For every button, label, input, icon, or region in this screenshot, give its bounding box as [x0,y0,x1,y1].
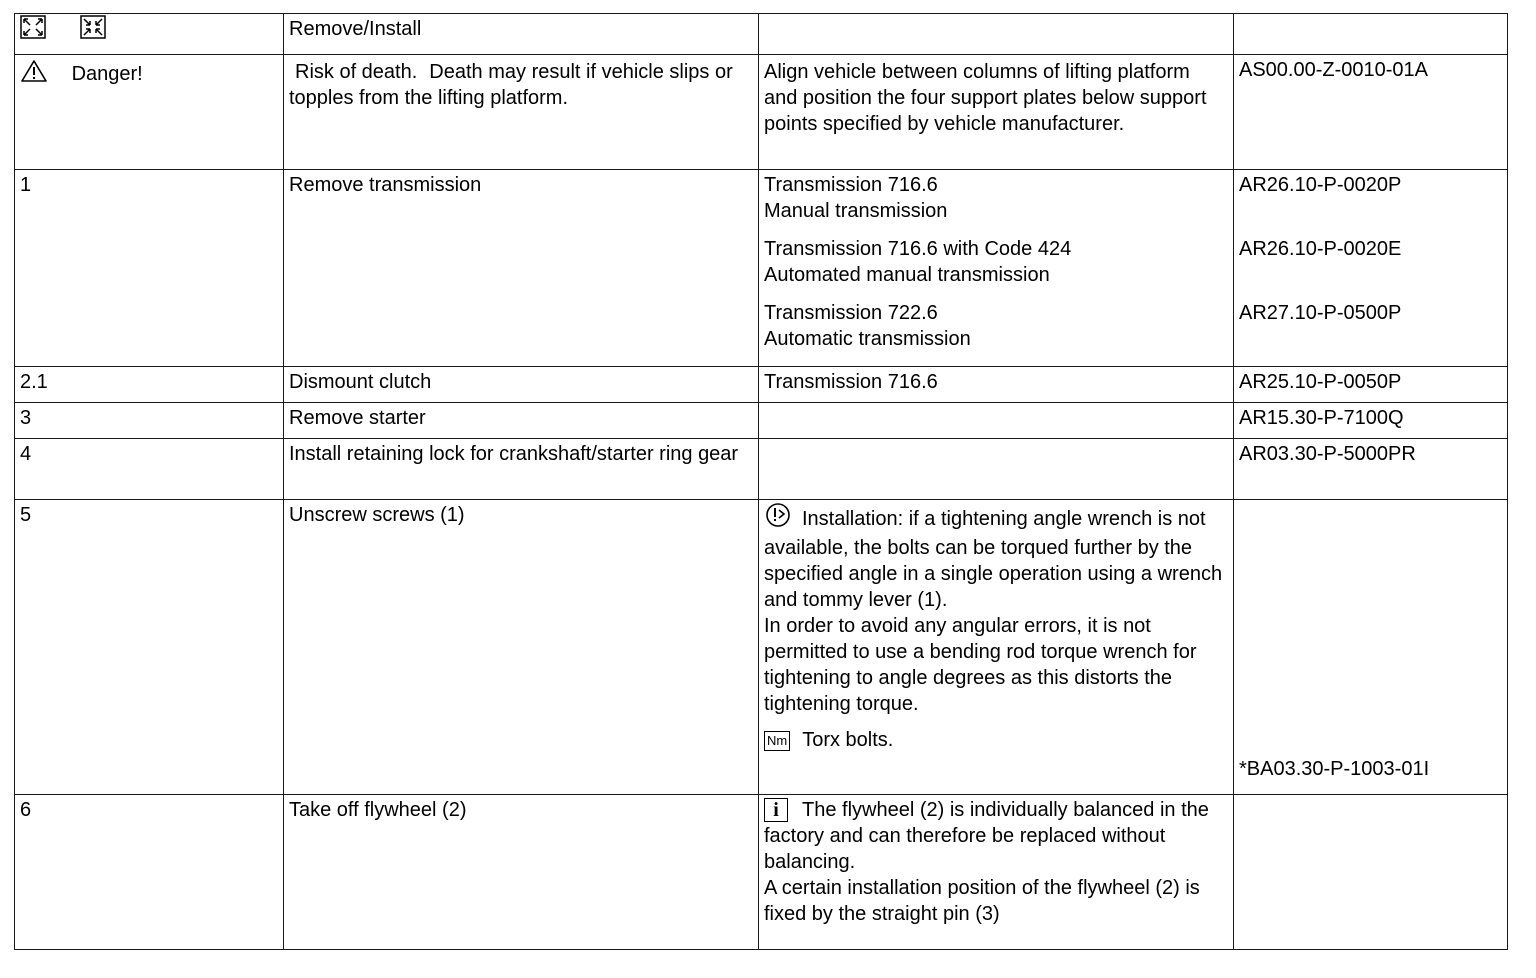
compress-arrows-icon [80,15,106,46]
warning-triangle-icon [20,59,48,90]
step-row [15,367,1508,403]
ref-link: *BA03.30-P-1003-01I [1239,758,1430,780]
step-refs [1234,170,1508,367]
header-icons-cell [15,14,284,55]
installation-text: if a tightening angle wrench is not available, the bolts can be torqued further by the specified angle in a single operation using a wrench and tommy lever (1). [764,508,1223,611]
note-line: Automated manual transmission [764,264,1050,286]
step-action: Remove transmission [284,170,759,367]
step-action: Take off flywheel (2) [284,795,759,950]
danger-label: Danger! [71,63,143,85]
step-number: 2.1 [15,367,284,403]
ref-link: AR03.30-P-5000PR [1234,439,1508,500]
torque-nm-icon: Nm [764,731,790,751]
installation-note-icon [764,502,792,535]
installation-note [764,502,1228,613]
step-notes [759,795,1234,950]
note-line: Transmission 716.6 with Code 424 [764,238,1072,260]
header-action: Remove/Install [284,14,759,55]
installation-text-2: In order to avoid any angular errors, it is not permitted to use a bending rod torque wrench for tightening to angle degrees as this distorts the tightening torque. [764,615,1197,715]
step-action: Remove starter [284,403,759,439]
step-row [15,439,1508,500]
header-ref-cell [1234,14,1508,55]
header-note-cell [759,14,1234,55]
step-row [15,795,1508,950]
danger-measure: Align vehicle between columns of lifting platform and position the four support plates below support points specified by vehicle manufacturer. [759,55,1234,170]
step-note: Transmission 716.6 [759,367,1234,403]
ref-link: AR26.10-P-0020P [1239,174,1402,196]
procedure-table [14,13,1508,950]
step-row [15,403,1508,439]
step-refs [1234,500,1508,795]
danger-risk-text: Death may result if vehicle slips or topples from the lifting platform. [289,61,733,109]
ref-link [1234,795,1508,950]
danger-row [15,55,1508,170]
step-action: Unscrew screws (1) [284,500,759,795]
step-number: 4 [15,439,284,500]
info-icon: i [764,798,788,822]
step-row [15,500,1508,795]
info-text: The flywheel (2) is individually balanced in the factory and can therefore be replaced without balancing. [764,799,1209,873]
step-number: 5 [15,500,284,795]
step-action: Dismount clutch [284,367,759,403]
danger-risk-title: Risk of death. [295,61,418,83]
info-text-2: A certain installation position of the flywheel (2) is fixed by the straight pin (3) [764,877,1200,925]
danger-ref: AS00.00-Z-0010-01A [1234,55,1508,170]
note-line: Manual transmission [764,200,948,222]
note-block [764,172,1228,224]
note-block [764,300,1228,352]
torque-note [764,727,1228,753]
ref-link: AR15.30-P-7100Q [1234,403,1508,439]
step-number: 6 [15,795,284,950]
note-line: Automatic transmission [764,328,971,350]
note-line: Transmission 722.6 [764,302,938,324]
ref-link: AR26.10-P-0020E [1239,238,1402,260]
expand-arrows-icon [20,15,46,46]
info-note [764,797,1228,875]
note-line: Transmission 716.6 [764,174,938,196]
step-number: 3 [15,403,284,439]
torque-text: Torx bolts. [802,729,894,751]
step-number: 1 [15,170,284,367]
note-block [764,236,1228,288]
installation-label: Installation: [802,508,904,530]
header-row [15,14,1508,55]
step-row [15,170,1508,367]
step-notes [759,500,1234,795]
danger-label-cell [15,55,284,170]
step-action: Install retaining lock for crankshaft/starter ring gear [284,439,759,500]
ref-link: AR27.10-P-0500P [1239,302,1402,324]
step-note [759,439,1234,500]
ref-link: AR25.10-P-0050P [1234,367,1508,403]
step-note [759,403,1234,439]
step-notes [759,170,1234,367]
danger-risk-cell [284,55,759,170]
